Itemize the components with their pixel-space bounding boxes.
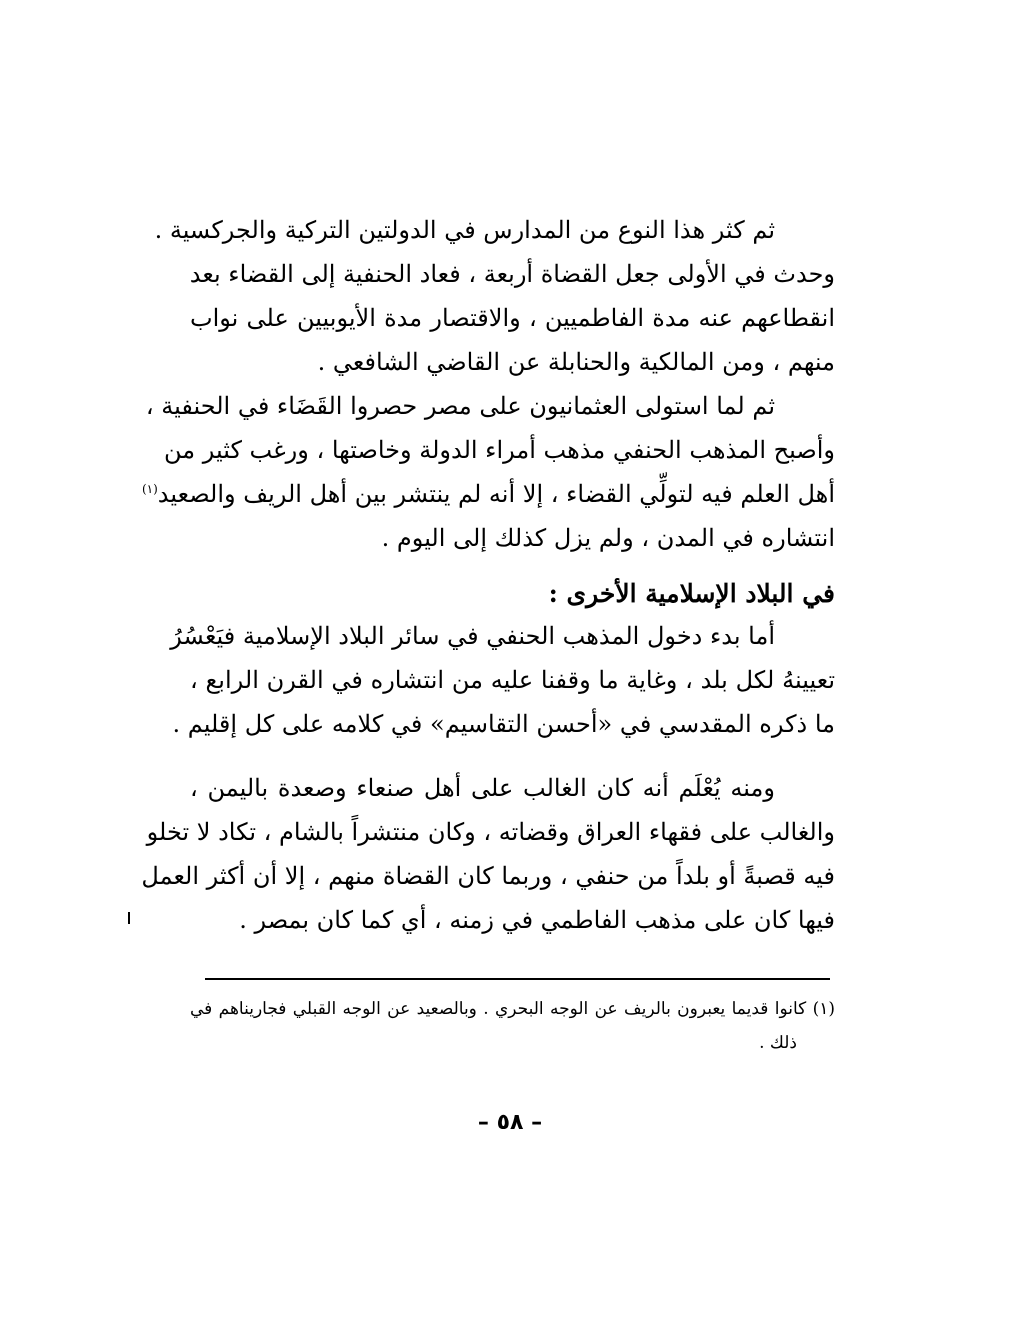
paragraph-4-line-3: فيه قصبةً أو بلداً من حنفي ، وربما كان القضاة منهم ، إلا أن أكثر العمل xyxy=(141,862,835,890)
paragraph-3-line-1: أما بدء دخول المذهب الحنفي في سائر البلاد الإسلامية فيَعْسُرُ xyxy=(170,622,775,650)
paragraph-2-line-1: ثم لما استولى العثمانيون على مصر حصروا القَضَاء في الحنفية ، xyxy=(145,392,775,420)
footnote-reference: (١) xyxy=(141,482,158,496)
paragraph-1-line-2: وحدث في الأولى جعل القضاة أربعة ، فعاد الحنفية إلى القضاء بعد xyxy=(189,260,835,288)
section-heading: في البلاد الإسلامية الأخرى : xyxy=(548,579,835,608)
paragraph-4-line-1: ومنه يُعْلَم أنه كان الغالب على أهل صنعاء وصعدة باليمن ، xyxy=(190,774,775,802)
footnote-line-1: (١) كانوا قديما يعبرون بالريف عن الوجه البحري . وبالصعيد عن الوجه القبلي فجاريناهم في xyxy=(190,999,835,1019)
footnote xyxy=(190,992,835,1060)
paragraph-2-line-3 xyxy=(141,472,835,516)
paragraph-1 xyxy=(154,208,835,384)
paragraph-4-line-4: فيها كان على مذهب الفاطمي في زمنه ، أي كما كان بمصر . xyxy=(239,906,835,934)
paragraph-4 xyxy=(141,766,835,942)
paragraph-2 xyxy=(141,384,835,560)
paragraph-2-line-3-text: أهل العلم فيه لتولِّي القضاء ، إلا أنه لم ينتشر بين أهل الريف والصعيد xyxy=(157,480,835,508)
stray-mark xyxy=(128,912,130,924)
paragraph-3 xyxy=(170,614,835,746)
footnote-separator xyxy=(205,978,830,980)
paragraph-2-line-2: وأصبح المذهب الحنفي مذهب أمراء الدولة وخاصتها ، ورغب كثير من xyxy=(164,436,835,464)
paragraph-4-line-2: والغالب على فقهاء العراق وقضاته ، وكان منتشراً بالشام ، تكاد لا تخلو xyxy=(146,818,835,846)
paragraph-1-line-1: ثم كثر هذا النوع من المدارس في الدولتين التركية والجركسية . xyxy=(154,216,775,244)
page-number: – ٥٨ – xyxy=(477,1110,543,1135)
paragraph-1-line-4: منهم ، ومن المالكية والحنابلة عن القاضي الشافعي . xyxy=(317,348,835,376)
paragraph-2-line-4: انتشاره في المدن ، ولم يزل كذلك إلى اليوم . xyxy=(381,524,835,552)
paragraph-3-line-3: ما ذكره المقدسي في «أحسن التقاسيم» في كلامه على كل إقليم . xyxy=(172,710,835,738)
paragraph-3-line-2: تعيينهُ لكل بلد ، وغاية ما وقفنا عليه من انتشاره في القرن الرابع ، xyxy=(190,666,835,694)
paragraph-1-line-3: انقطاعهم عنه مدة الفاطميين ، والاقتصار مدة الأيوبيين على نواب xyxy=(190,304,835,332)
footnote-line-2: ذلك . xyxy=(759,1033,797,1053)
